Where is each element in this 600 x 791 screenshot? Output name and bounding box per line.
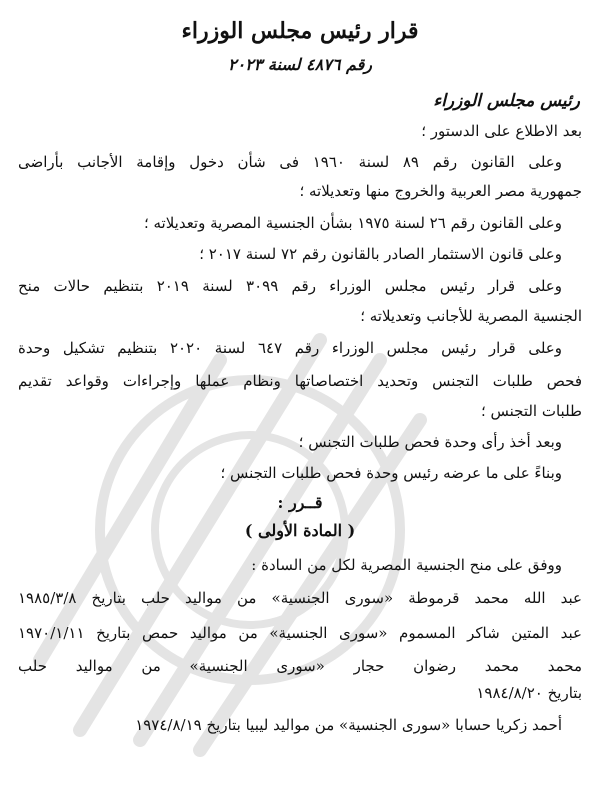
- preamble-line: وبناءً على ما عرضه رئيس وحدة فحص طلبات التجنس ؛: [220, 464, 562, 482]
- preamble-line: فحص طلبات التجنس وتحديد اختصاصاتها ونظام عملها وإجراءات وقواعد تقديم: [18, 372, 582, 390]
- decree-number: رقم ٤٨٧٦ لسنة ٢٠٢٣: [227, 55, 373, 74]
- preamble-line: وعلى القانون رقم ٢٦ لسنة ١٩٧٥ بشأن الجنسية المصرية وتعديلاته ؛: [143, 214, 562, 232]
- issuer-heading: رئيس مجلس الوزراء: [433, 91, 580, 111]
- preamble-line: وعلى قرار رئيس مجلس الوزراء رقم ٦٤٧ لسنة ٢٠٢٠ بتنظيم تشكيل وحدة: [18, 339, 562, 357]
- decree-title: قرار رئيس مجلس الوزراء: [181, 18, 419, 44]
- preamble-line: بعد الاطلاع على الدستور ؛: [421, 122, 582, 140]
- preamble-line: وعلى قرار رئيس مجلس الوزراء رقم ٣٠٩٩ لسنة ٢٠١٩ بتنظيم حالات منح: [18, 277, 562, 295]
- preamble-line: وبعد أخذ رأى وحدة فحص طلبات التجنس ؛: [298, 433, 562, 451]
- preamble-line: جمهورية مصر العربية والخروج منها وتعديلاته ؛: [299, 182, 582, 200]
- article-line: ووفق على منح الجنسية المصرية لكل من السادة :: [251, 556, 562, 574]
- grantee-line: محمد محمد رضوان حجار «سورى الجنسية» من مواليد حلب: [18, 657, 582, 675]
- grantee-line: عبد المتين شاكر المسموم «سورى الجنسية» من مواليد حمص بتاريخ ١٩٧٠/١/١١: [18, 624, 582, 642]
- preamble-line: وعلى قانون الاستثمار الصادر بالقانون رقم ٧٢ لسنة ٢٠١٧ ؛: [199, 245, 562, 263]
- grantee-line-continued: بتاريخ ١٩٨٤/٨/٢٠: [476, 684, 582, 702]
- grantee-line: عبد الله محمد قرموطة «سورى الجنسية» من مواليد حلب بتاريخ ١٩٨٥/٣/٨: [18, 589, 582, 607]
- preamble-line: الجنسية المصرية للأجانب وتعديلاته ؛: [360, 307, 582, 325]
- decision-label: قــرر :: [277, 493, 323, 512]
- grantee-line: أحمد زكريا حسابا «سورى الجنسية» من مواليد ليبيا بتاريخ ١٩٧٤/٨/١٩: [135, 716, 562, 734]
- preamble-line: وعلى القانون رقم ٨٩ لسنة ١٩٦٠ فى شأن دخول وإقامة الأجانب بأراضى: [18, 153, 562, 171]
- preamble-line: طلبات التجنس ؛: [480, 402, 582, 420]
- article-title: ( المادة الأولى ): [244, 521, 356, 540]
